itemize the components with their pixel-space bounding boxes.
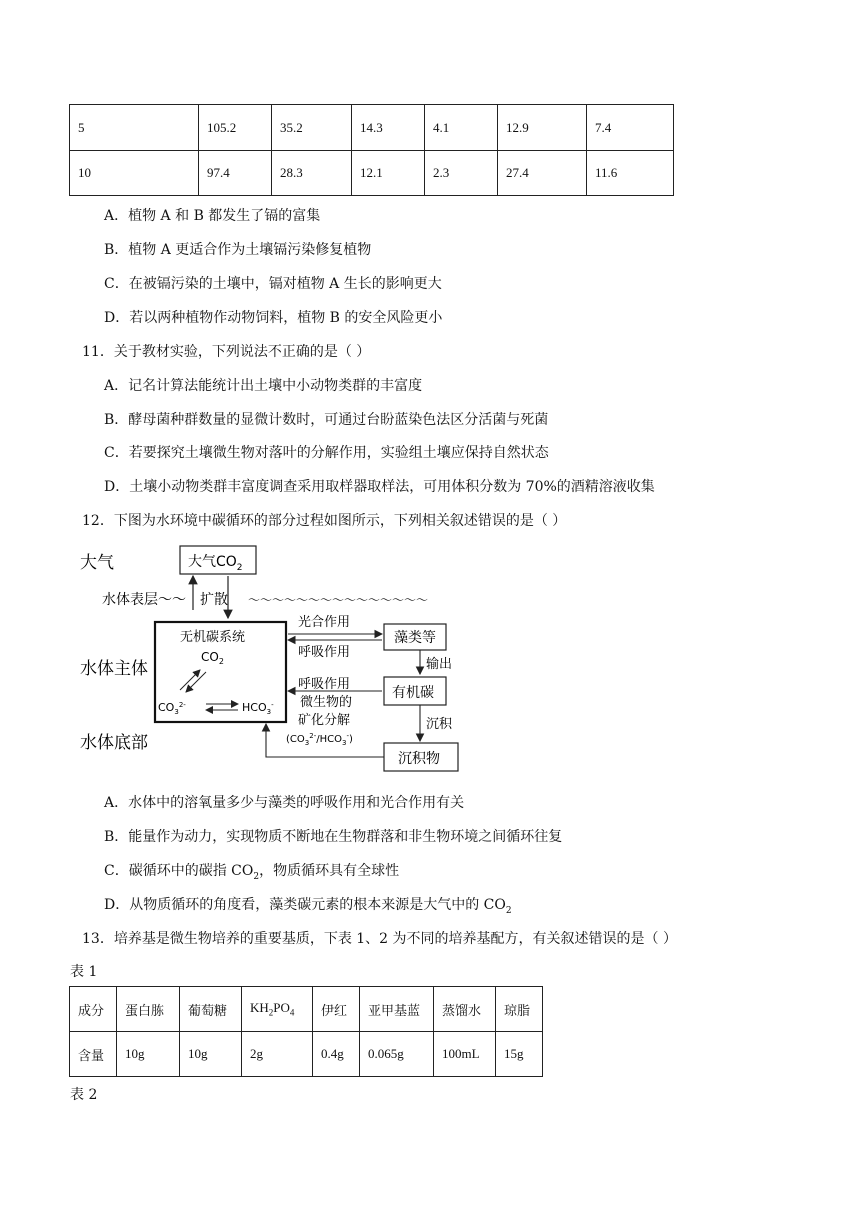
surface-waves: ～～～～～～～～～～～～～～～: [248, 593, 429, 607]
inorganic-co2: CO: [201, 650, 219, 664]
q11-option-b: B．酵母菌种群数量的显微计数时，可通过台盼蓝染色法区分活菌与死菌: [104, 412, 549, 428]
mineral-formula: (CO: [286, 734, 305, 745]
q10-option-a: A．植物 A 和 B 都发生了镉的富集: [104, 208, 321, 224]
table-row: [70, 151, 674, 196]
q11-option-a: A．记名计算法能统计出土壤中小动物类群的丰富度: [104, 378, 423, 394]
q13-stem: 13．培养基是微生物培养的重要基质，下表 1、2 为不同的培养基配方，有关叙述错误的是（ ）: [82, 931, 677, 947]
table-row: [70, 1032, 543, 1077]
table-cell: 5: [70, 105, 199, 151]
table-cell: 12.1: [352, 151, 425, 196]
table-cell: 蒸馏水: [434, 987, 496, 1032]
table-row: [70, 105, 674, 151]
table-cell: 12.9: [498, 105, 587, 151]
table-cell: $KH_2PO_4$: [242, 987, 313, 1032]
output-label: 输出: [426, 657, 453, 672]
table-cell: 7.4: [587, 105, 674, 151]
q12-option-d: D．从物质循环的角度看，藻类碳元素的根本来源是大气中的 $CO_2$: [104, 897, 512, 916]
microbe-label: 微生物的: [300, 695, 353, 710]
table2-label: 表 2: [70, 1087, 98, 1103]
sedimentation-label: 沉积: [426, 717, 453, 732]
table-cell: 成分: [70, 987, 117, 1032]
table-cell: 葡萄糖: [180, 987, 242, 1032]
q11-option-d: D．土壤小动物类群丰富度调查采用取样器取样法，可用体积分数为 70%的酒精溶液收集: [104, 479, 655, 495]
carbonate-label: CO: [158, 701, 175, 714]
carbon-cycle-diagram: [76, 538, 476, 778]
table-cell: 14.3: [352, 105, 425, 151]
layer-bottom: 水体底部: [80, 733, 148, 753]
svg-text:藻类等: 藻类等: [394, 630, 436, 646]
svg-text:沉积物: 沉积物: [398, 751, 440, 767]
svg-text:CO2: $CO_2$: [201, 650, 224, 666]
table-cell: 0.4g: [313, 1032, 360, 1077]
table-cell: 含量: [70, 1032, 117, 1077]
q11-stem: 11．关于教材实验，下列说法不正确的是（ ）: [82, 344, 371, 360]
q12-option-a: A．水体中的溶氧量多少与藻类的呼吸作用和光合作用有关: [104, 795, 465, 811]
q12-option-b: B．能量作为动力，实现物质不断地在生物群落和非生物环境之间循环往复: [104, 829, 563, 845]
layer-surface: 水体表层～～: [102, 592, 186, 608]
photosynthesis-label: 光合作用: [298, 615, 351, 630]
layer-main: 水体主体: [80, 659, 148, 679]
table-cell: 2g: [242, 1032, 313, 1077]
q10-option-c: C．在被镉污染的土壤中，镉对植物 A 生长的影响更大: [104, 276, 442, 292]
table-cell: 亚甲基蓝: [360, 987, 434, 1032]
atmosphere-co2-label: 大气CO: [188, 554, 237, 570]
inorganic-title: 无机碳系统: [180, 630, 246, 645]
svg-text:HCO3-: $HCO_3^-$: [242, 701, 274, 716]
svg-text:CO32-: $CO_3^{2-}$: [158, 701, 186, 716]
q12-stem: 12．下图为水环境中碳循环的部分过程如图所示，下列相关叙述错误的是（ ）: [82, 513, 567, 529]
table-cell: 28.3: [272, 151, 352, 196]
q10-option-b: B．植物 A 更适合作为土壤镉污染修复植物: [104, 242, 372, 258]
respiration2-label: 呼吸作用: [298, 677, 351, 692]
medium-table-1: [69, 986, 543, 1077]
table-cell: 10: [70, 151, 199, 196]
table-cell: 11.6: [587, 151, 674, 196]
table-cell: 4.1: [425, 105, 498, 151]
svg-text:有机碳: 有机碳: [392, 685, 434, 701]
layer-atmosphere: 大气: [80, 553, 114, 573]
table-cell: 琼脂: [496, 987, 543, 1032]
table-cell: 27.4: [498, 151, 587, 196]
top-data-table: [69, 104, 674, 196]
table-cell: 蛋白胨: [117, 987, 180, 1032]
diffusion-label: 扩散: [200, 592, 228, 608]
respiration-label: 呼吸作用: [298, 645, 351, 660]
table-cell: 35.2: [272, 105, 352, 151]
table1-label: 表 1: [70, 964, 98, 980]
svg-text:大气CO2: [188, 553, 243, 573]
table-cell: 15g: [496, 1032, 543, 1077]
table-cell: 10g: [117, 1032, 180, 1077]
table-cell: 97.4: [199, 151, 272, 196]
q10-option-d: D．若以两种植物作动物饲料，植物 B 的安全风险更小: [104, 310, 443, 326]
atmosphere-co2-sub: 2: [236, 563, 243, 573]
table-cell: 伊红: [313, 987, 360, 1032]
q12-option-c: C．碳循环中的碳指 $CO_2$，物质循环具有全球性: [104, 863, 400, 882]
table-cell: 100mL: [434, 1032, 496, 1077]
q11-option-c: C．若要探究土壤微生物对落叶的分解作用，实验组土壤应保持自然状态: [104, 445, 549, 461]
svg-text:(CO32-/HCO3-): $(CO_3^{2-}/HCO_3^-)$: [286, 732, 353, 747]
table-row: [70, 987, 543, 1032]
table-cell: 2.3: [425, 151, 498, 196]
table-cell: 0.065g: [360, 1032, 434, 1077]
bicarbonate-label: HCO: [242, 701, 267, 714]
table-cell: 10g: [180, 1032, 242, 1077]
mineral-label: 矿化分解: [298, 713, 351, 728]
table-cell: 105.2: [199, 105, 272, 151]
